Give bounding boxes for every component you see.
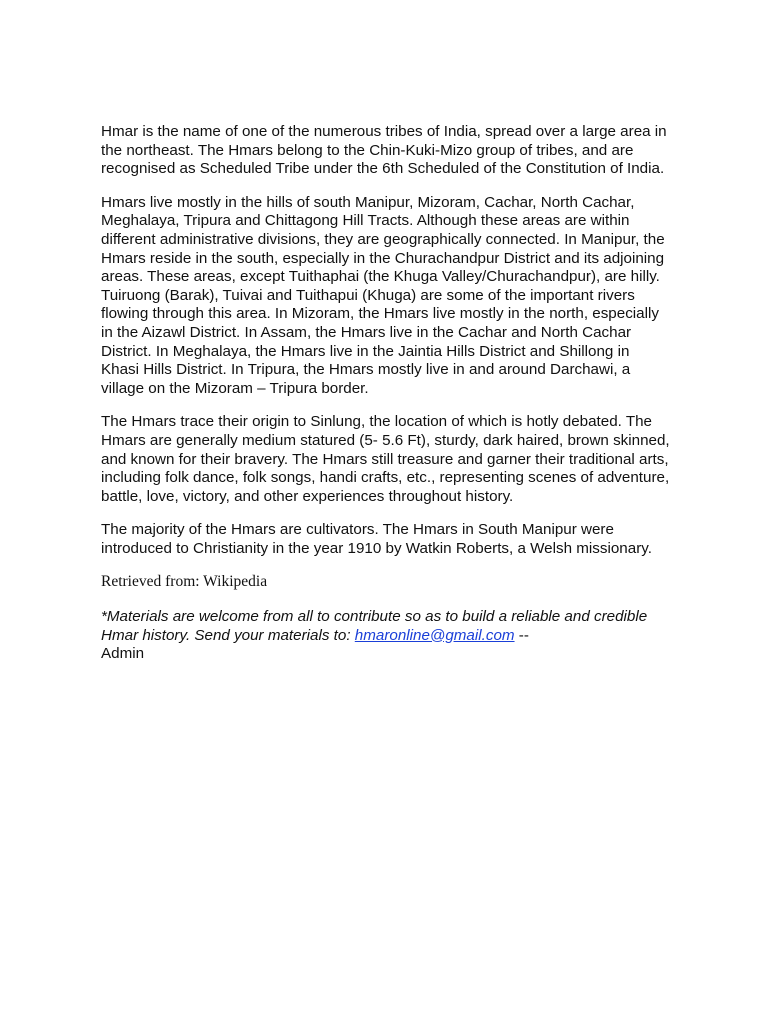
contribution-note (101, 608, 671, 664)
admin-signature: Admin (101, 645, 145, 663)
email-link[interactable]: hmaronline@gmail.com (354, 626, 515, 644)
contribution-text: *Materials are welcome from all to contribute so as to build a reliable and credible Hmar history. Send your materials to: (101, 608, 648, 644)
document-body (101, 123, 671, 664)
note-dash: -- (514, 626, 529, 644)
intro-paragraph: Hmar is the name of one of the numerous tribes of India, spread over a large area in the northeast. The Hmars belong to the Chin-Kuki-Mizo group of tribes, and are recognised as Scheduled Tribe under the 6th Scheduled of the Constitution of India. (101, 123, 667, 178)
source-credit: Retrieved from: Wikipedia (101, 573, 268, 591)
geography-paragraph: Hmars live mostly in the hills of south Manipur, Mizoram, Cachar, North Cachar, Meghalaya, Tripura and Chittagong Hill Tracts. Although these areas are within different administrative divisions, they are geographically connected. In Manipur, the Hmars reside in the south, especially in the Churachandpur District and its adjoining areas. These areas, except Tuithaphai (the Khuga Valley/Churachandpur), are hilly. Tuiruong (Barak), Tuivai and Tuithapui (Khuga) are some of the important rivers flowing through this area. In Mizoram, the Hmars live mostly in the north, especially in the Aizawl District. In Assam, the Hmars live in the Cachar and North Cachar District. In Meghalaya, the Hmars live in the Jaintia Hills District and Shillong in Khasi Hills District. In Tripura, the Hmars mostly live in and around Darchawi, a village on the Mizoram – Tripura border. (101, 193, 665, 397)
religion-paragraph: The majority of the Hmars are cultivators. The Hmars in South Manipur were introduced to Christianity in the year 1910 by Watkin Roberts, a Welsh missionary. (101, 521, 652, 557)
origin-paragraph: The Hmars trace their origin to Sinlung, the location of which is hotly debated. The Hmars are generally medium statured (5- 5.6 Ft), sturdy, dark haired, brown skinned, and known for their bravery. The Hmars still treasure and garner their traditional arts, including folk dance, folk songs, handi crafts, etc., representing scenes of adventure, battle, love, victory, and other experiences throughout history. (101, 413, 670, 505)
